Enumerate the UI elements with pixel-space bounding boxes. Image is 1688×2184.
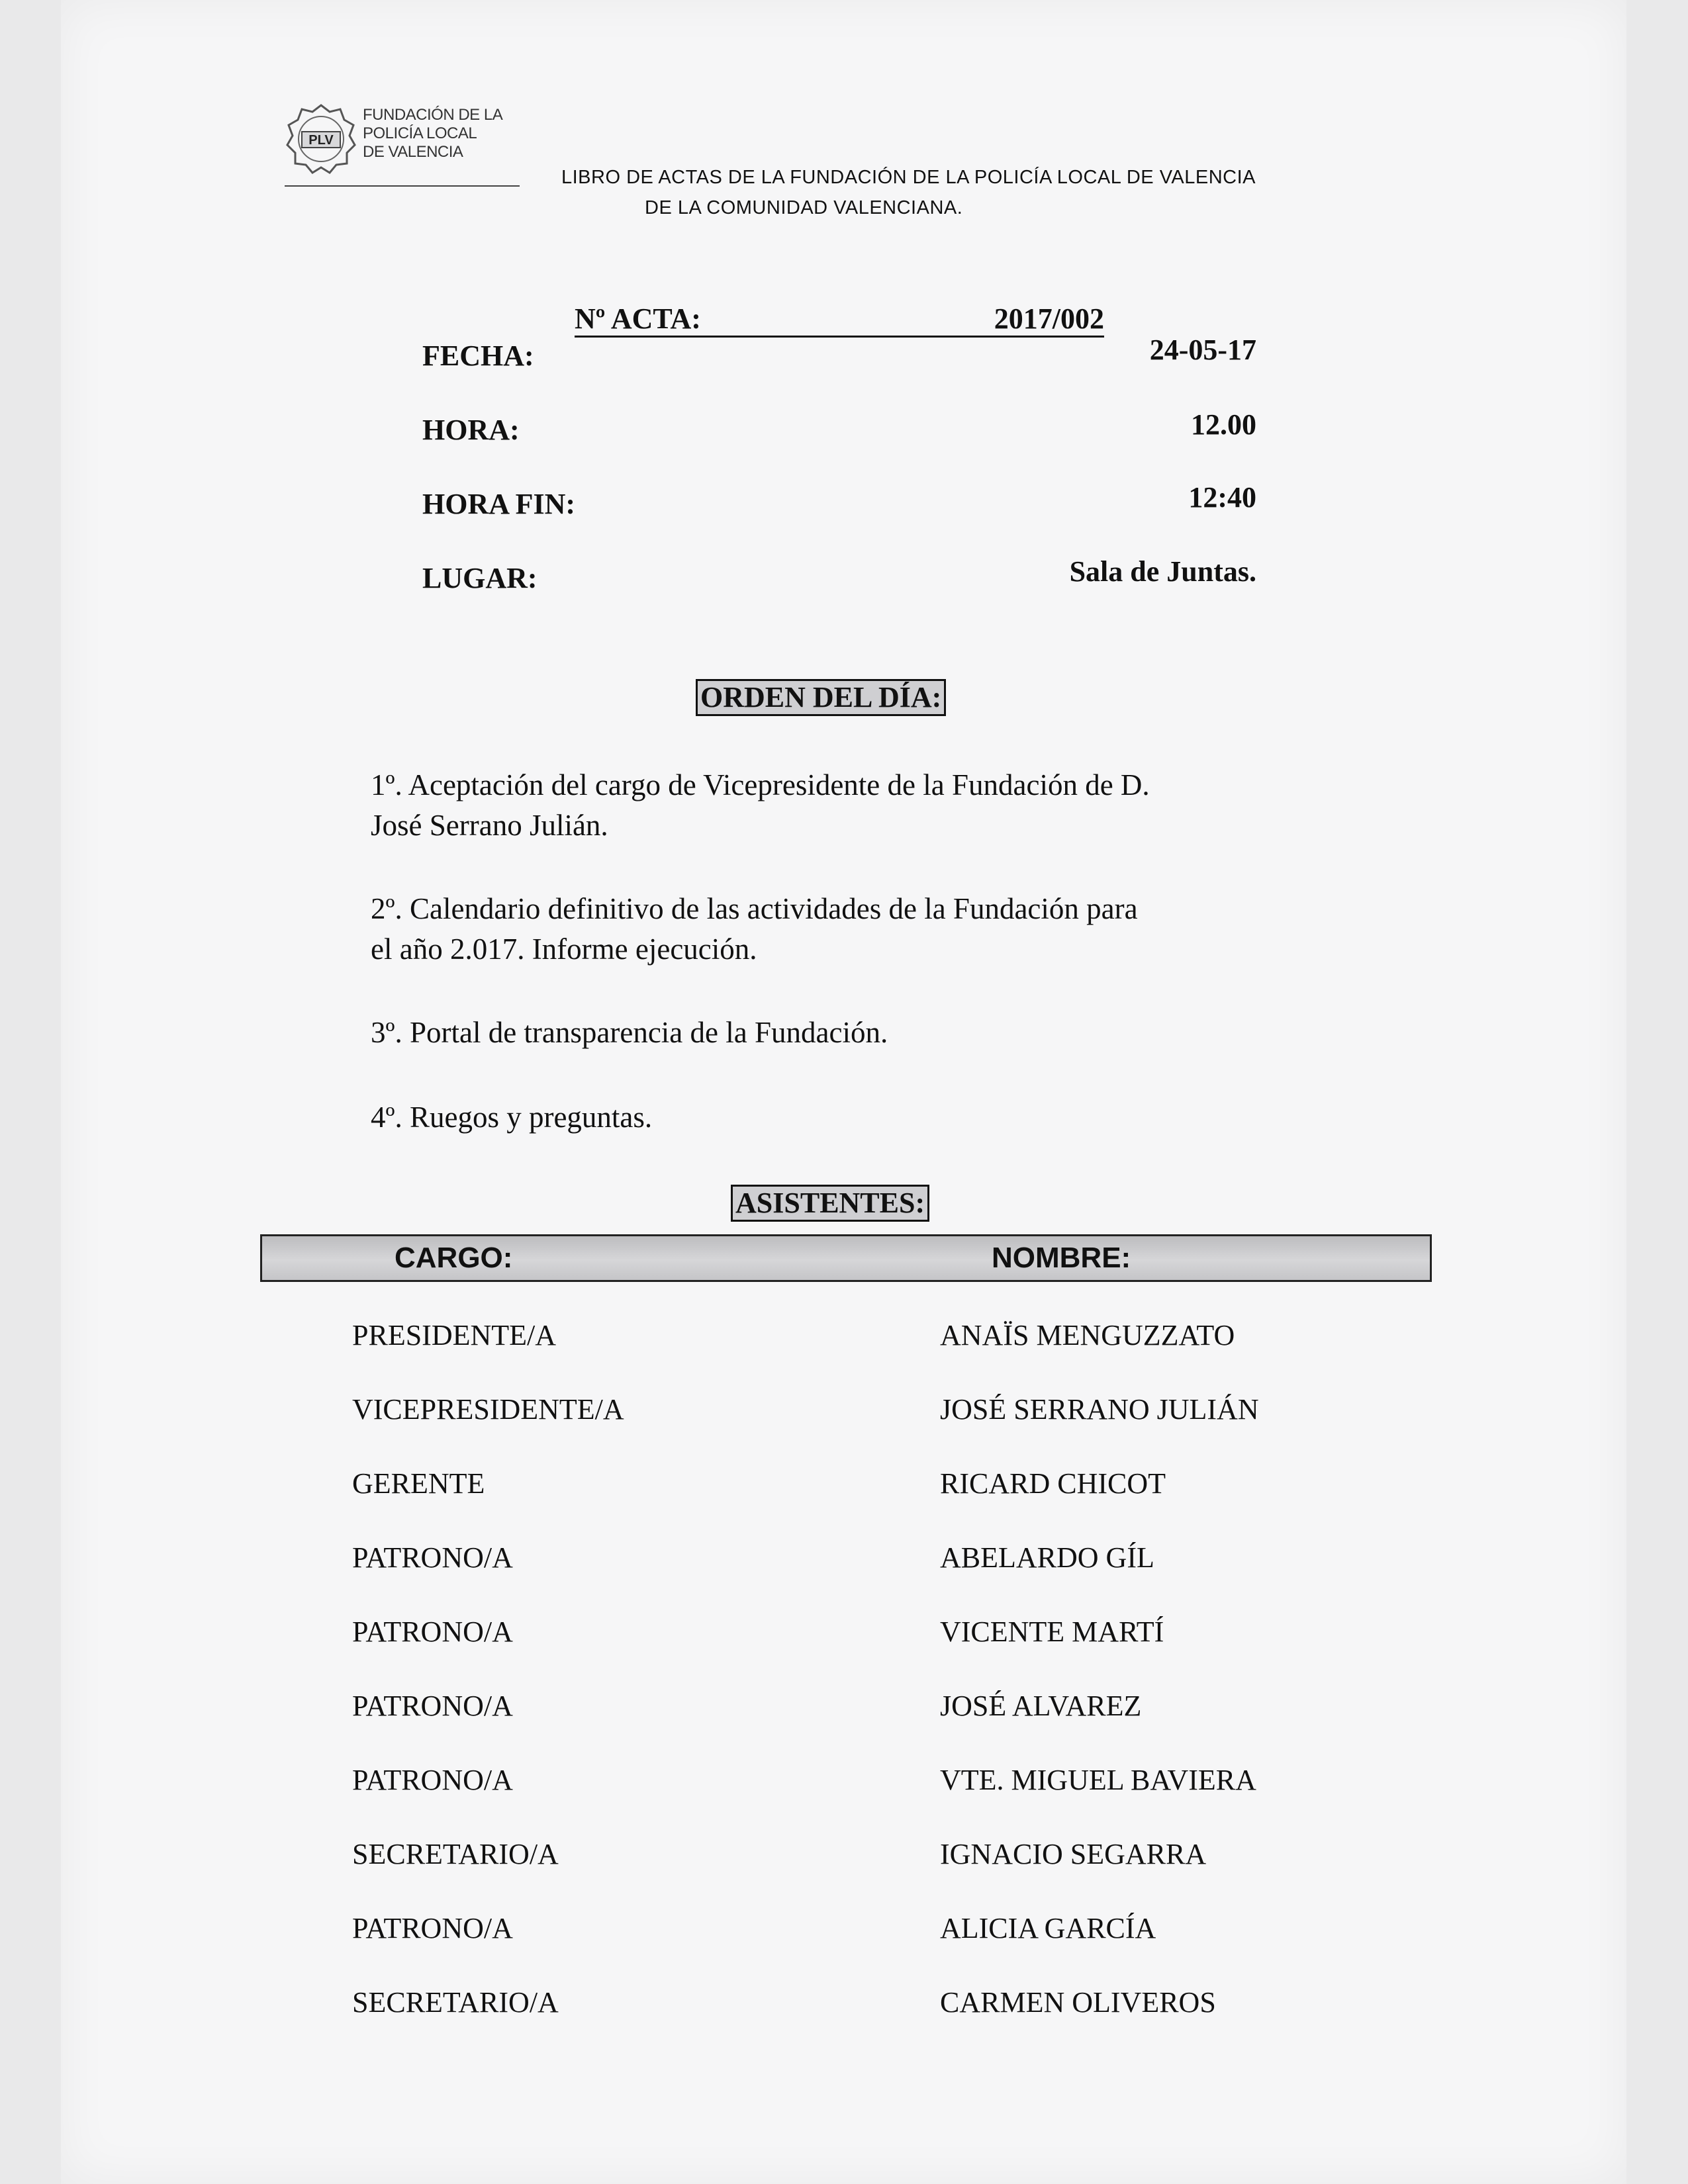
attendee-cargo: PATRONO/A: [352, 1764, 513, 1796]
acta-label: Nº ACTA:: [575, 302, 701, 335]
attendee-cargo: VICEPRESIDENTE/A: [352, 1393, 624, 1426]
book-title-line1: LIBRO DE ACTAS DE LA FUNDACIÓN DE LA POLICÍA LOCAL DE VALENCIA: [561, 167, 1256, 188]
agenda-item-line: 1º. Aceptación del cargo de Vicepresidente de la Fundación de D.: [371, 768, 1150, 801]
attendee-row: [0, 1392, 1688, 1432]
attendee-nombre: ANAÏS MENGUZZATO: [940, 1319, 1235, 1351]
attendee-nombre: IGNACIO SEGARRA: [940, 1838, 1207, 1870]
attendee-cargo: GERENTE: [352, 1467, 485, 1500]
attendee-cargo: PATRONO/A: [352, 1541, 513, 1574]
logo-line: DE VALENCIA: [363, 143, 463, 161]
logo-wordmark: [363, 106, 502, 161]
attendees-heading: ASISTENTES:: [731, 1185, 929, 1222]
agenda-item-line: 3º. Portal de transparencia de la Fundación.: [371, 1016, 888, 1049]
acta-number-row: [575, 301, 1104, 338]
fecha-value: 24-05-17: [1149, 334, 1256, 366]
attendee-row: [0, 1318, 1688, 1358]
lugar-value: Sala de Juntas.: [1069, 555, 1256, 588]
agenda-heading: ORDEN DEL DÍA:: [696, 679, 946, 716]
attendee-row: [0, 1985, 1688, 2025]
attendees-table-header: [260, 1234, 1432, 1282]
hora-fin-value: 12:40: [1188, 481, 1256, 514]
attendee-nombre: JOSÉ SERRANO JULIÁN: [940, 1393, 1259, 1426]
column-header-cargo: CARGO:: [395, 1242, 513, 1274]
attendee-nombre: CARMEN OLIVEROS: [940, 1986, 1216, 2019]
hora-value: 12.00: [1191, 408, 1256, 441]
attendee-nombre: RICARD CHICOT: [940, 1467, 1166, 1500]
agenda-item-line: 4º. Ruegos y preguntas.: [371, 1101, 653, 1134]
agenda-item: [371, 1013, 1403, 1053]
book-title: [561, 162, 1395, 223]
plv-seal-icon: [285, 103, 357, 175]
agenda-item-line: 2º. Calendario definitivo de las actividades de la Fundación para: [371, 892, 1138, 925]
agenda-item: [371, 1097, 1403, 1138]
hora-label: HORA:: [422, 414, 520, 446]
attendee-cargo: PATRONO/A: [352, 1615, 513, 1648]
book-title-line2: DE LA COMUNIDAD VALENCIANA.: [645, 197, 963, 218]
attendee-row: [0, 1467, 1688, 1506]
attendee-nombre: ALICIA GARCÍA: [940, 1912, 1156, 1944]
logo-underline: [285, 185, 520, 187]
column-header-nombre: NOMBRE:: [992, 1242, 1131, 1274]
fecha-label: FECHA:: [422, 340, 534, 372]
attendee-nombre: VICENTE MARTÍ: [940, 1615, 1164, 1648]
lugar-label: LUGAR:: [422, 562, 538, 594]
agenda-item-line: José Serrano Julián.: [371, 809, 608, 842]
attendee-row: [0, 1911, 1688, 1951]
attendee-cargo: PATRONO/A: [352, 1690, 513, 1722]
attendee-cargo: PATRONO/A: [352, 1912, 513, 1944]
attendee-row: [0, 1763, 1688, 1803]
attendee-cargo: SECRETARIO/A: [352, 1838, 559, 1870]
attendee-cargo: SECRETARIO/A: [352, 1986, 559, 2019]
attendee-row: [0, 1689, 1688, 1729]
attendee-row: [0, 1541, 1688, 1580]
agenda-item: [371, 889, 1403, 970]
acta-value: 2017/002: [994, 302, 1104, 335]
attendee-cargo: PRESIDENTE/A: [352, 1319, 556, 1351]
logo-line: FUNDACIÓN DE LA: [363, 106, 503, 124]
logo-line: POLICÍA LOCAL: [363, 124, 477, 142]
attendee-row: [0, 1837, 1688, 1877]
foundation-logo: [285, 99, 520, 192]
agenda-item: [371, 765, 1403, 846]
attendee-nombre: JOSÉ ALVAREZ: [940, 1690, 1142, 1722]
hora-fin-label: HORA FIN:: [422, 488, 575, 520]
attendee-nombre: VTE. MIGUEL BAVIERA: [940, 1764, 1256, 1796]
svg-text:PLV: PLV: [308, 133, 334, 148]
attendee-row: [0, 1615, 1688, 1655]
attendee-nombre: ABELARDO GÍL: [940, 1541, 1154, 1574]
agenda-item-line: el año 2.017. Informe ejecución.: [371, 933, 757, 966]
